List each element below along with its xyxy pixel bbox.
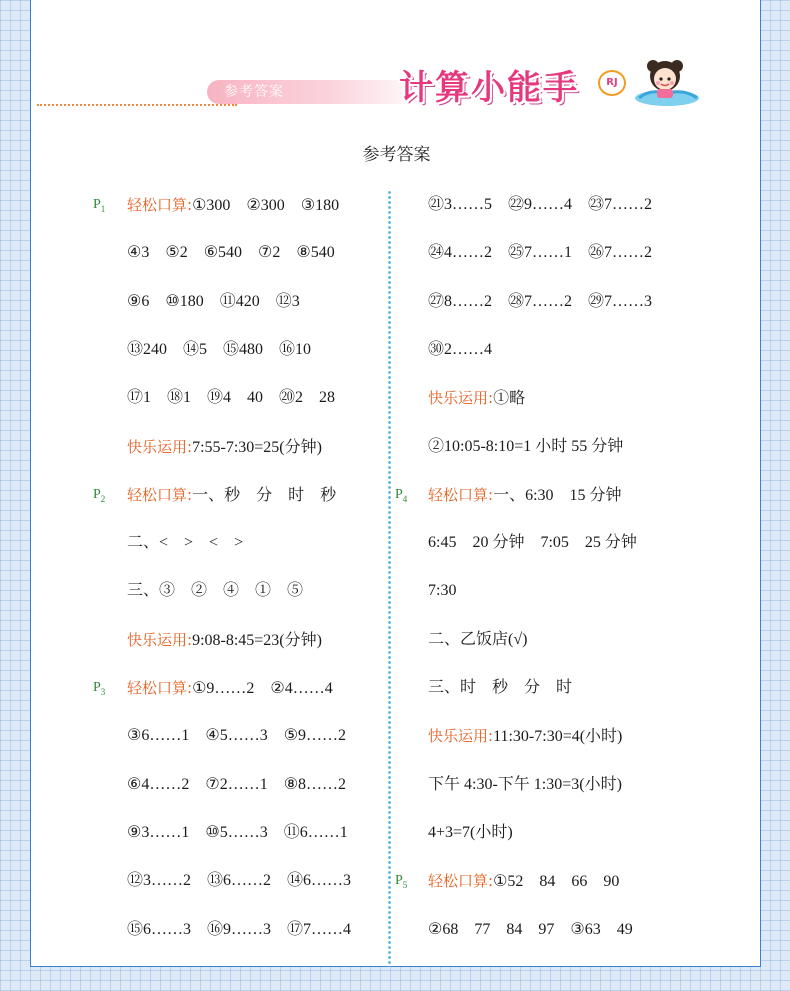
answer-line bbox=[428, 917, 633, 943]
header-section-label: 参考答案 bbox=[224, 84, 284, 100]
page-number: 4 bbox=[402, 493, 408, 504]
answer-line bbox=[127, 240, 335, 266]
page-number: 1 bbox=[100, 203, 106, 214]
section-label: 轻松口算: bbox=[428, 872, 494, 891]
girl-mascot-icon bbox=[631, 54, 701, 110]
answer-text: 6:45 20 分钟 7:05 25 分钟 bbox=[428, 534, 637, 552]
answer-text: 二、< > < > bbox=[127, 534, 244, 552]
answer-line bbox=[127, 578, 303, 604]
answer-line bbox=[127, 627, 322, 653]
answer-line bbox=[428, 337, 492, 363]
answer-line bbox=[428, 289, 652, 315]
answer-line bbox=[428, 772, 622, 798]
page-number: 2 bbox=[100, 493, 106, 504]
answer-line bbox=[127, 337, 311, 363]
page-letter: P bbox=[93, 197, 101, 212]
answer-text: 二、乙饭店(√) bbox=[428, 630, 528, 648]
answer-text: 下午 4:30-下午 1:30=3(小时) bbox=[428, 775, 622, 793]
page-number-tag bbox=[93, 675, 105, 705]
section-label: 轻松口算: bbox=[428, 485, 494, 504]
answer-line bbox=[127, 434, 322, 460]
answer-line bbox=[127, 675, 333, 701]
brand-logo-text: 计算小能手 bbox=[399, 68, 579, 108]
section-label: 轻松口算: bbox=[127, 485, 193, 504]
answer-text: ㉚2……4 bbox=[428, 340, 493, 358]
section-label: 轻松口算: bbox=[127, 679, 193, 697]
answer-text: 一、秒 分 时 秒 bbox=[192, 486, 337, 504]
answer-text: ⑥4……2 ⑦2……1 ⑧8……2 bbox=[127, 775, 347, 793]
answer-line bbox=[428, 578, 456, 604]
section-label: 快乐运用: bbox=[428, 389, 494, 408]
answer-line bbox=[428, 482, 622, 508]
answer-line bbox=[127, 385, 335, 411]
answer-line bbox=[127, 723, 346, 749]
page-number-tag bbox=[395, 868, 407, 898]
section-label: 快乐运用: bbox=[428, 727, 494, 746]
answer-text: 9:08-8:45=23(分钟) bbox=[192, 631, 322, 649]
page-number-tag bbox=[93, 482, 105, 512]
answer-text: ㉗8……2 ㉘7……2 ㉙7……3 bbox=[428, 292, 653, 310]
section-label: 快乐运用: bbox=[127, 437, 193, 456]
edition-badge: RJ bbox=[598, 70, 626, 96]
answer-text: 三、时 秒 分 时 bbox=[428, 679, 573, 696]
answer-line bbox=[127, 482, 336, 508]
answer-text: ⑨3……1 ⑩5……3 ⑪6……1 bbox=[127, 823, 348, 841]
answer-text: 11:30-7:30=4(小时) bbox=[493, 728, 623, 746]
answer-line bbox=[428, 434, 623, 460]
answer-line bbox=[127, 289, 300, 315]
answer-text: 7:30 bbox=[428, 582, 457, 600]
answer-line bbox=[428, 675, 572, 701]
answer-text: ⑰1 ⑱1 ⑲4 40 ⑳2 28 bbox=[127, 389, 336, 407]
answer-line bbox=[428, 385, 525, 411]
answer-page bbox=[30, 0, 761, 967]
answer-text: 4+3=7(小时) bbox=[428, 823, 513, 841]
page-number-tag bbox=[395, 482, 407, 512]
page-number: 3 bbox=[100, 686, 106, 697]
answer-line bbox=[428, 530, 637, 556]
answer-text: 三、③ ② ④ ① ⑤ bbox=[127, 582, 304, 600]
answer-text: ⑬240 ⑭5 ⑮480 ⑯10 bbox=[127, 340, 312, 358]
column-divider bbox=[388, 190, 391, 967]
answer-text: ㉔4……2 ㉕7……1 ㉖7……2 bbox=[428, 244, 653, 262]
answer-line bbox=[428, 240, 652, 266]
section-label: 轻松口算: bbox=[127, 196, 193, 214]
page-letter: P bbox=[93, 486, 101, 502]
answer-text: ③6……1 ④5……3 ⑤9……2 bbox=[127, 727, 347, 745]
answer-text: ①9……2 ②4……4 bbox=[192, 680, 333, 697]
answer-text: ⑨6 ⑩180 ⑪420 ⑫3 bbox=[127, 292, 300, 310]
answer-line bbox=[127, 820, 348, 846]
answer-line bbox=[127, 772, 346, 798]
page-title: 参考答案 bbox=[362, 145, 431, 165]
answer-text: ⑫3……2 ⑬6……2 ⑭6……3 bbox=[127, 872, 352, 890]
answer-text: ②68 77 84 97 ③63 49 bbox=[428, 920, 633, 938]
answer-text: ①略 bbox=[493, 390, 526, 408]
answer-text: ②10:05-8:10=1 小时 55 分钟 bbox=[428, 437, 624, 455]
answer-line bbox=[127, 530, 243, 556]
page-letter: P bbox=[395, 873, 403, 889]
page-letter: P bbox=[395, 486, 403, 502]
answer-line bbox=[428, 723, 622, 749]
answer-line bbox=[127, 192, 339, 218]
page-number-tag bbox=[93, 192, 105, 222]
answer-line bbox=[127, 868, 351, 894]
section-label: 快乐运用: bbox=[127, 630, 193, 649]
answer-line bbox=[428, 820, 513, 846]
page-letter: P bbox=[93, 680, 101, 695]
answer-text: 一、6:30 15 分钟 bbox=[493, 486, 622, 504]
answer-text: ⑮6……3 ⑯9……3 ⑰7……4 bbox=[127, 920, 352, 938]
answer-text: ④3 ⑤2 ⑥540 ⑦2 ⑧540 bbox=[127, 244, 335, 262]
answer-line bbox=[127, 917, 351, 943]
answer-line bbox=[428, 868, 619, 894]
answer-text: ①52 84 66 90 bbox=[493, 873, 620, 891]
answer-line bbox=[428, 192, 652, 218]
page-number: 5 bbox=[402, 879, 408, 890]
answer-text: ①300 ②300 ③180 bbox=[192, 197, 340, 214]
header-dotted-rule bbox=[37, 104, 237, 106]
answer-line bbox=[428, 627, 527, 653]
answer-text: ㉑3……5 ㉒9……4 ㉓7……2 bbox=[428, 196, 653, 213]
answer-text: 7:55-7:30=25(分钟) bbox=[192, 438, 322, 456]
